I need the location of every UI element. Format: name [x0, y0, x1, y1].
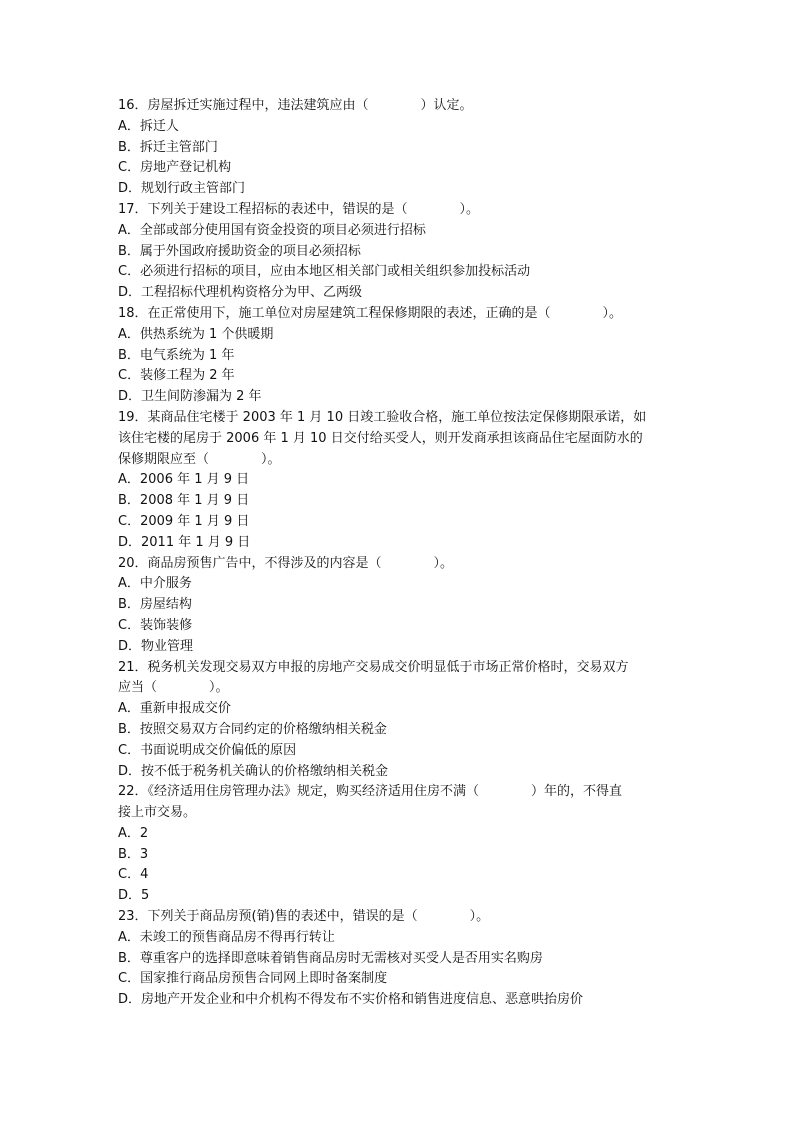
- question-text: 保修期限应至（ ）。: [118, 451, 281, 467]
- question-text: 应当（ ）。: [118, 680, 229, 696]
- question-block: [118, 907, 678, 1011]
- answer-option: A．全部或部分使用国有资金投资的项目必须进行招标: [118, 222, 426, 238]
- question-block: [118, 782, 678, 907]
- question-text: 21．税务机关发现交易双方申报的房地产交易成交价明显低于市场正常价格时，交易双方: [118, 659, 629, 675]
- question-text: 23．下列关于商品房预(销)售的表述中，错误的是（ ）。: [118, 909, 490, 925]
- answer-option: C．4: [118, 867, 149, 883]
- answer-option: B．3: [118, 846, 149, 862]
- answer-option: D．按不低于税务机关确认的价格缴纳相关税金: [118, 763, 389, 779]
- answer-option: C．装修工程为 2 年: [118, 368, 235, 384]
- question-text: 19．某商品住宅楼于 2003 年 1 月 10 日竣工验收合格，施工单位按法定保修期限承诺，如: [118, 409, 647, 425]
- answer-option: A．2: [118, 825, 149, 841]
- question-block: [118, 96, 678, 200]
- answer-option: A．2006 年 1 月 9 日: [118, 472, 250, 488]
- answer-option: D．2011 年 1 月 9 日: [118, 534, 251, 550]
- question-block: [118, 304, 678, 408]
- answer-option: C．房地产登记机构: [118, 160, 232, 176]
- answer-option: D．卫生间防渗漏为 2 年: [118, 389, 262, 405]
- document-page: [118, 96, 678, 1011]
- answer-option: B．2008 年 1 月 9 日: [118, 493, 250, 509]
- question-text: 接上市交易。: [118, 805, 197, 821]
- answer-option: B．属于外国政府援助资金的项目必须招标: [118, 243, 361, 259]
- question-text: 20．商品房预售广告中，不得涉及的内容是（ ）。: [118, 555, 454, 571]
- answer-option: D．工程招标代理机构资格分为甲、乙两级: [118, 285, 363, 301]
- answer-option: A．供热系统为 1 个供暖期: [118, 326, 274, 342]
- answer-option: D．5: [118, 888, 150, 904]
- question-block: [118, 554, 678, 658]
- answer-option: B．拆迁主管部门: [118, 139, 218, 155]
- answer-option: A．重新申报成交价: [118, 701, 231, 717]
- question-text: 16．房屋拆迁实施过程中，违法建筑应由（ ）认定。: [118, 98, 473, 113]
- question-block: [118, 200, 678, 304]
- answer-option: C．国家推行商品房预售合同网上即时备案制度: [118, 971, 388, 987]
- answer-option: A．中介服务: [118, 576, 192, 592]
- answer-option: B．尊重客户的选择即意味着销售商品房时无需核对买受人是否用实名购房: [118, 950, 543, 966]
- answer-option: C．装饰装修: [118, 617, 193, 633]
- question-text: 17．下列关于建设工程招标的表述中，错误的是（ ）。: [118, 201, 480, 217]
- question-block: [118, 658, 678, 783]
- question-text: 18．在正常使用下，施工单位对房屋建筑工程保修期限的表述，正确的是（ ）。: [118, 305, 623, 321]
- answer-option: D．规划行政主管部门: [118, 181, 246, 197]
- answer-option: D．房地产开发企业和中介机构不得发布不实价格和销售进度信息、恶意哄抬房价: [118, 992, 584, 1008]
- answer-option: C．2009 年 1 月 9 日: [118, 513, 250, 529]
- answer-option: B．按照交易双方合同约定的价格缴纳相关税金: [118, 721, 387, 737]
- question-text: 该住宅楼的尾房于 2006 年 1 月 10 日交付给买受人，则开发商承担该商品住宅屋面防水的: [118, 430, 643, 446]
- answer-option: B．房屋结构: [118, 597, 192, 613]
- answer-option: C．必须进行招标的项目，应由本地区相关部门或相关组织参加投标活动: [118, 264, 531, 280]
- answer-option: A．未竣工的预售商品房不得再行转让: [118, 929, 335, 945]
- answer-option: B．电气系统为 1 年: [118, 347, 235, 363]
- question-block: [118, 408, 678, 554]
- question-text: 22．《经济适用住房管理办法》规定，购买经济适用住房不满（ ）年的，不得直: [118, 784, 623, 800]
- answer-option: D．物业管理: [118, 638, 194, 654]
- answer-option: A．拆迁人: [118, 118, 179, 134]
- answer-option: C．书面说明成交价偏低的原因: [118, 742, 297, 758]
